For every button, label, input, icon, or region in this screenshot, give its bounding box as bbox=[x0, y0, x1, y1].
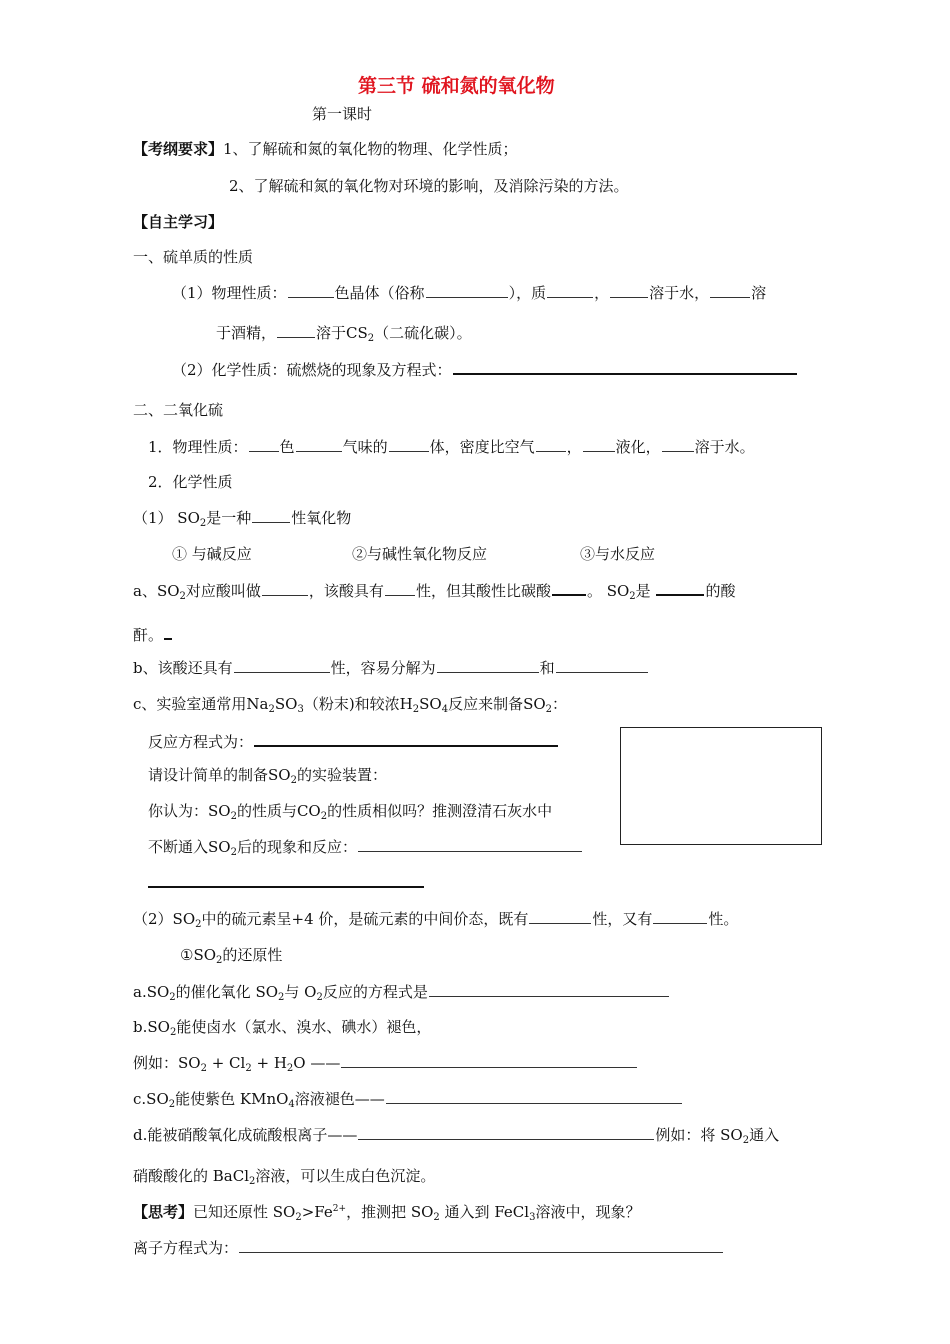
self-study-label: 【自主学习】 bbox=[133, 213, 224, 231]
blank[interactable] bbox=[277, 323, 315, 338]
catalytic-oxidation: $a.SO_2$的催化氧化 $SO_2$与 $O_2$反应的方程式是 bbox=[133, 982, 670, 1002]
reaction-equation: 反应方程式为： bbox=[148, 731, 559, 752]
option-react-with-water: ③与水反应 bbox=[580, 545, 656, 563]
kmno4-decolor: $c.SO_2$能使紫色 KMnO$_4$溶液褪色—— bbox=[133, 1089, 683, 1109]
blank[interactable] bbox=[389, 437, 429, 452]
blank[interactable] bbox=[547, 283, 593, 298]
sulfur-chemical-properties: （2）化学性质：硫燃烧的现象及方程式： bbox=[172, 359, 798, 380]
answer-line[interactable] bbox=[148, 886, 424, 888]
blank[interactable] bbox=[262, 581, 308, 596]
blank[interactable] bbox=[662, 437, 694, 452]
answer-line[interactable] bbox=[341, 1053, 637, 1068]
section-1-heading: 一、硫单质的性质 bbox=[133, 248, 254, 266]
requirements-line-1 bbox=[133, 139, 518, 159]
answer-line[interactable] bbox=[429, 982, 669, 997]
design-apparatus: 请设计简单的制备$SO_2$的实验装置： bbox=[148, 766, 387, 786]
think-question-cont: 不断通入$SO_2$后的现象和反应： bbox=[148, 837, 583, 857]
answer-line[interactable] bbox=[239, 1238, 723, 1253]
blank[interactable] bbox=[710, 283, 750, 298]
blank[interactable] bbox=[288, 283, 334, 298]
chemical-properties-heading: 2．化学性质 bbox=[148, 473, 233, 491]
blank[interactable] bbox=[529, 909, 591, 924]
reducibility-heading: $①SO_2$的还原性 bbox=[180, 946, 283, 966]
lesson-label: 第一课时 bbox=[312, 105, 373, 123]
so2-oxide-type: （1） $SO_2$是一种 性氧化物 bbox=[133, 509, 352, 529]
blank[interactable] bbox=[296, 437, 342, 452]
requirements-label: 【考纲要求】 bbox=[133, 140, 224, 158]
apparatus-drawing-box[interactable] bbox=[620, 727, 822, 845]
so2-intermediate-valence: $(2)SO_2$中的硫元素呈+4 价，是硫元素的中间价态，既有 性，又有 性。 bbox=[133, 910, 739, 930]
blank[interactable] bbox=[426, 283, 508, 298]
blank[interactable] bbox=[552, 580, 586, 596]
halogen-water-decolor: $b.SO_2$能使卤水（氯水、溴水、碘水）褪色， bbox=[133, 1018, 432, 1038]
blank[interactable] bbox=[653, 909, 707, 924]
answer-line[interactable] bbox=[254, 731, 558, 747]
answer-line[interactable] bbox=[358, 837, 582, 852]
nitric-acid-oxidation: d.能被硝酸氧化成硫酸根离子—— 例如：将 $SO_2$通入 bbox=[133, 1126, 780, 1146]
blank[interactable] bbox=[385, 581, 415, 596]
blank[interactable] bbox=[556, 658, 648, 673]
ionic-equation: 离子方程式为： bbox=[133, 1238, 724, 1258]
requirement-1: 1、了解硫和氮的氧化物的物理、化学性质； bbox=[223, 140, 518, 158]
blank[interactable] bbox=[437, 658, 539, 673]
section-2-heading: 二、二氧化硫 bbox=[133, 401, 224, 419]
option-react-with-base: ① 与碱反应 bbox=[172, 545, 252, 563]
blank[interactable] bbox=[249, 437, 279, 452]
question-b: b、该酸还具有 性，容易分解为 和 bbox=[133, 658, 649, 678]
blank[interactable] bbox=[656, 580, 704, 596]
think-question: 你认为：$SO_2$的性质与$CO_2$的性质相似吗？推测澄清石灰水中 bbox=[148, 802, 553, 822]
blank[interactable] bbox=[610, 283, 648, 298]
answer-line[interactable] bbox=[358, 1125, 654, 1140]
think-label: 【思考】 bbox=[133, 1203, 194, 1221]
sulfur-physical-properties: （1）物理性质： 色晶体（俗称 ），质 ， 溶于水， 溶 bbox=[172, 284, 767, 302]
sulfur-physical-properties-cont: 于酒精， 溶于$CS_2$（二硫化碳）。 bbox=[216, 324, 472, 344]
blank[interactable] bbox=[234, 658, 330, 673]
question-a: a、$SO_2$对应酸叫做 ，该酸具有 性，但其酸性比碳酸 。 $SO_2$是 的酸 bbox=[133, 582, 736, 602]
blank[interactable] bbox=[252, 508, 290, 523]
page-title: 第三节 硫和氮的氧化物 bbox=[358, 75, 555, 97]
option-react-with-basic-oxide: ②与碱性氧化物反应 bbox=[352, 545, 488, 563]
blank[interactable] bbox=[583, 437, 615, 452]
so2-physical-properties: 1．物理性质： 色 气味的 体，密度比空气 ， 液化， 溶于水。 bbox=[148, 438, 755, 456]
example-equation: 例如：$SO_2 + Cl_2 + H_2O$ —— bbox=[133, 1053, 638, 1073]
answer-line[interactable] bbox=[386, 1089, 682, 1104]
question-c: c、实验室通常用$Na_2SO_3$（粉末)和较浓$H_2SO_4$反应来制备$SO_2$： bbox=[133, 695, 568, 715]
question-a-cont: 酐。 bbox=[133, 624, 173, 645]
blank[interactable] bbox=[164, 624, 172, 640]
nitric-acid-oxidation-cont: 硝酸酸化的 BaCl$_2$溶液，可以生成白色沉淀。 bbox=[133, 1167, 436, 1187]
think-fecl3: 【思考】已知还原性 $SO_2>Fe^{2+}$，推测把 $SO_2$ 通入到 FeCl$_3$溶液中，现象？ bbox=[133, 1203, 641, 1223]
blank[interactable] bbox=[536, 437, 566, 452]
requirement-2: 2、了解硫和氮的氧化物对环境的影响，及消除污染的方法。 bbox=[229, 177, 629, 195]
answer-line[interactable] bbox=[453, 359, 797, 375]
